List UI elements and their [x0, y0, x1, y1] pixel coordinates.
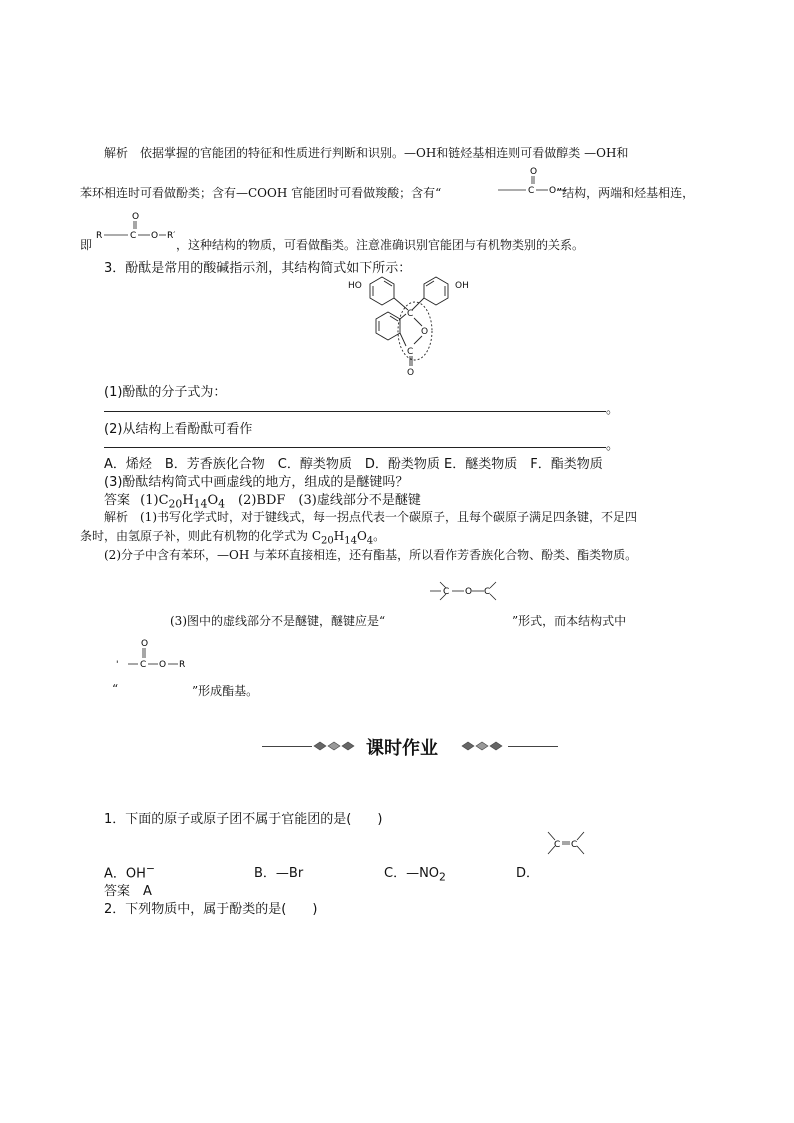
- ether-o: O: [465, 587, 473, 597]
- section-divider-left: [262, 746, 312, 747]
- answer-sub-2: 14: [193, 497, 208, 511]
- diamond-ornament-left-icon: [312, 740, 360, 752]
- option-c: [384, 862, 446, 884]
- answer-blank-1: [104, 411, 606, 412]
- ether-c-right: C: [484, 587, 491, 597]
- diamond-ornament-right-icon: [460, 740, 508, 752]
- carbon-label: C: [528, 186, 535, 196]
- phenolphthalein-structure: [340, 274, 490, 384]
- carbonyl-o-label: O: [530, 167, 538, 177]
- question-3-part-1: (1)酚酞的分子式为：: [104, 385, 227, 400]
- analysis-2-text-b: H: [333, 529, 345, 543]
- alkene-c-right: C: [571, 840, 578, 850]
- ether-structure-figure: [426, 578, 502, 606]
- carbonyl-o-label: O: [132, 212, 140, 222]
- answer-text-3: O: [207, 493, 219, 508]
- fragment-r: R: [179, 660, 186, 670]
- carbonyl-oxygen-label: O: [407, 368, 415, 378]
- alkene-c-left: C: [554, 840, 561, 850]
- question-3-part-3: (3)酚酞结构简式中画虚线的地方，组成的是醚键吗？: [104, 475, 409, 490]
- fragment-carbonyl-o: O: [141, 639, 149, 649]
- analysis-line-1: 解析 依据掌握的官能团的特征和性质进行判断和识别。—OH和链烃基相连则可看做醇类 —OH和: [104, 146, 629, 160]
- analysis-line-2a: 苯环相连时可看做酚类；含有—COOH 官能团时可看做羧酸；含有“: [80, 186, 442, 200]
- ester-fragment-figure: [116, 636, 196, 670]
- question-3-part-2: (2)从结构上看酚酞可看作: [104, 422, 253, 437]
- option-a-text: A．OH: [104, 866, 146, 882]
- answer-sub-3: 4: [218, 497, 225, 511]
- answer-blank-2: [104, 447, 606, 448]
- option-c-sub: 2: [439, 870, 446, 884]
- answer-text-1: (1)C: [140, 493, 169, 508]
- answer-label: 答案: [104, 493, 131, 508]
- question-3-options: A．烯烃 B．芳香族化合物 C．醇类物质 D．酚类物质 E．醚类物质 F．酯类物质: [104, 457, 603, 472]
- fragment-ether-o: O: [159, 660, 167, 670]
- option-b: B．—Br: [254, 866, 304, 881]
- r-prime-label: R′: [167, 231, 176, 241]
- analysis-2-sub-1: 20: [321, 535, 334, 547]
- ether-o-label: O: [549, 186, 557, 196]
- left-hydroxyl-label: HO: [348, 281, 362, 291]
- analysis-line-3b: ，这种结构的物质，可看做酯类。注意准确识别官能团与有机物类别的关系。: [176, 238, 585, 252]
- q3-analysis-line-5b: ”形成酯基。: [192, 684, 259, 698]
- analysis-2-text-c: O: [356, 529, 367, 543]
- q3-analysis-line-4a: (3)图中的虚线部分不是醚键，醚键应是“: [170, 614, 386, 628]
- answer-text-2: H: [182, 493, 194, 508]
- carbonyl-carbon-label: C: [407, 347, 414, 357]
- analysis-line-3a: 即: [80, 238, 93, 252]
- homework-question-1: 1．下面的原子或原子团不属于官能团的是( ): [104, 812, 383, 827]
- option-a-charge: −: [145, 862, 155, 875]
- option-a: [104, 862, 155, 881]
- homework-question-2: 2．下列物质中，属于酚类的是( ): [104, 902, 318, 917]
- section-title: 课时作业: [366, 738, 438, 759]
- q3-analysis-line-2: [80, 527, 385, 546]
- r-label: R: [96, 231, 103, 241]
- ester-formula-figure: [90, 211, 180, 243]
- option-c-text: C．—NO: [384, 866, 440, 881]
- section-divider-right: [508, 746, 558, 747]
- q3-analysis-line-3: (2)分子中含有苯环，—OH 与苯环直接相连，还有酯基，所以看作芳香族化合物、酚类、酯类物质。: [104, 548, 638, 562]
- right-hydroxyl-label: OH: [455, 281, 469, 291]
- fragment-tick: ': [116, 660, 119, 670]
- alkene-structure-figure: [540, 828, 592, 858]
- period-1: 。: [606, 402, 620, 417]
- ether-c-left: C: [443, 587, 450, 597]
- question-3-title: 3．酚酞是常用的酸碱指示剂，其结构简式如下所示：: [104, 261, 412, 276]
- period-2: 。: [606, 438, 620, 453]
- central-carbon-label: C: [407, 309, 414, 319]
- option-d: D．: [516, 866, 540, 881]
- analysis-2-sub-3: 4: [366, 535, 374, 547]
- analysis-2-sub-2: 14: [344, 535, 357, 547]
- answer-sub-1: 20: [168, 497, 183, 511]
- q3-analysis-line-5a: “: [112, 682, 119, 696]
- homework-answer-1: 答案 A: [104, 884, 152, 899]
- q3-analysis-line-1: 解析 (1)书写化学式时，对于键线式，每一拐点代表一个碳原子，且每个碳原子满足四条键，不足四: [104, 510, 638, 524]
- analysis-line-2b: ”结构，两端和烃基相连，: [556, 186, 695, 200]
- answer-text-4: (2)BDF (3)虚线部分不是醚键: [225, 493, 421, 508]
- q3-analysis-line-4b: ”形式，而本结构式中: [512, 614, 627, 628]
- ring-oxygen-label: O: [421, 327, 429, 337]
- analysis-2-text-d: 。: [373, 529, 386, 543]
- ether-o-label: O: [151, 231, 159, 241]
- fragment-carbon: C: [140, 660, 147, 670]
- carbon-label: C: [130, 231, 137, 241]
- analysis-2-text-a: 条时，由氢原子补，则此有机物的化学式为 C: [80, 529, 321, 543]
